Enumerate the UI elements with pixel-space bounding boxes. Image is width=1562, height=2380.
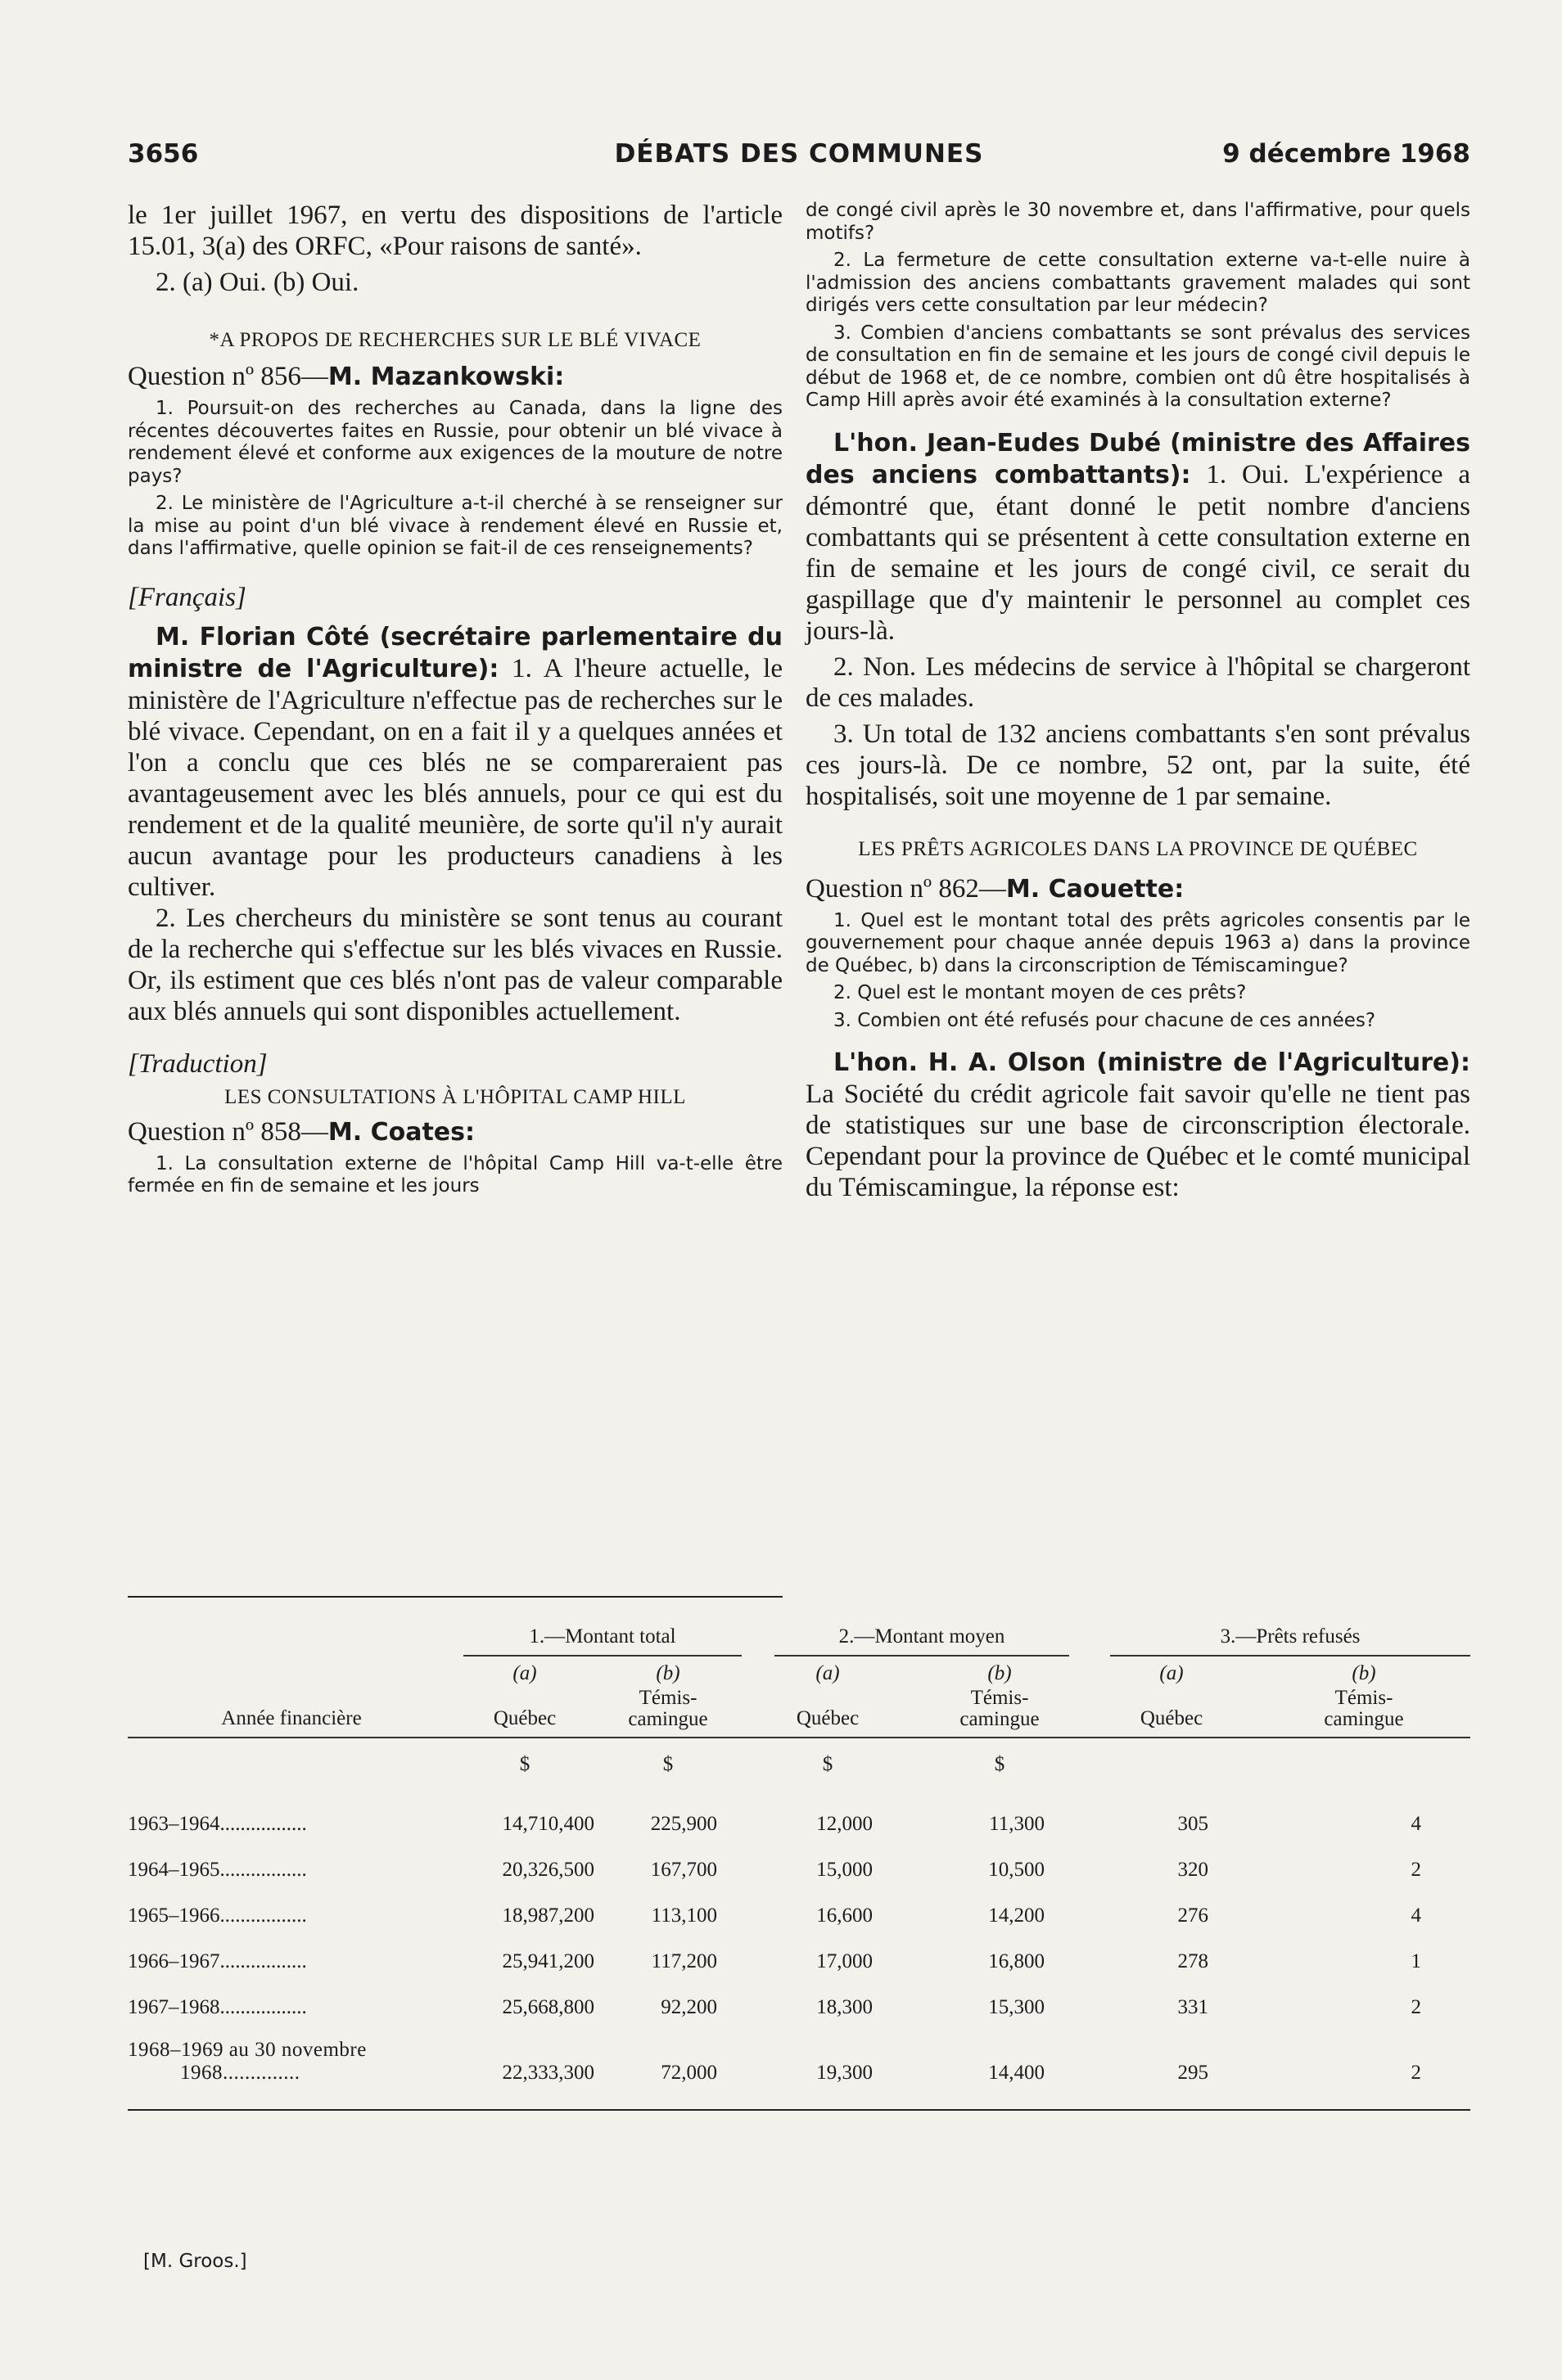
quebec-refused-cell: 305: [1177, 1813, 1208, 1835]
answer-paragraph: [128, 621, 783, 903]
quebec-average-cell: 17,000: [816, 1950, 873, 1972]
question-number: Question nº 862—: [806, 873, 1006, 904]
loans-table: [128, 1596, 1470, 2111]
year-cell: 1964–1965.................: [128, 1859, 307, 1881]
right-column: [806, 200, 1470, 1203]
currency-mark: $: [994, 1752, 1005, 1775]
temis-refused-cell: 1: [1411, 1950, 1421, 1972]
answer-paragraph: 2. Les chercheurs du ministère se sont tenus au courant de la recherche qui s'effectue sur les blés vivaces en Russie. Or, ils estiment que ces blés n'ont pas de valeur comparable aux blés annuels qui sont disponibles actuellement.: [128, 903, 783, 1026]
temis-average-cell: 15,300: [988, 1996, 1045, 2018]
col-header-quebec: Québec: [796, 1707, 860, 1729]
quebec-average-cell: 16,600: [816, 1904, 873, 1927]
col-header-temis: Témis- camingue: [628, 1687, 708, 1730]
temis-total-cell: 92,200: [661, 1996, 717, 2018]
answer-paragraph: 3. Un total de 132 anciens combattants s'en sont prévalus ces jours-là. De ce nombre, 52 ont, par la suite, été hospitalisés, soit une moyenne de 1 par semaine.: [806, 719, 1470, 811]
year-label: 1968–1969 au 30 novembre: [128, 2039, 367, 2061]
speaker-name: M. Florian Côté (secrétaire parlementaire du ministre de l'Agriculture):: [128, 622, 783, 683]
table-row: [128, 1973, 1470, 2019]
question-text: 3. Combien ont été refusés pour chacune de ces années?: [833, 1009, 1376, 1031]
answer-paragraph: 2. Non. Les médecins de service à l'hôpital se chargeront de ces malades.: [806, 651, 1470, 713]
temis-refused-cell: 2: [1411, 1996, 1421, 2018]
table-bottom-rule: [128, 2109, 1470, 2111]
quebec-total-cell: 25,941,200: [502, 1950, 594, 1972]
quebec-total-cell: 14,710,400: [502, 1813, 594, 1835]
question-text: 1. Poursuit-on des recherches au Canada, dans la ligne des récentes découvertes faites en Russie, pour obtenir un blé vivace à rendement élevé et conforme aux exigences de la mouture de notre pays?: [128, 398, 783, 487]
language-label: [Français]: [128, 582, 246, 612]
table-row: [128, 1882, 1470, 1927]
question-number: Question nº 858—: [128, 1116, 328, 1147]
temis-total-cell: 72,000: [661, 2062, 717, 2084]
year-label-continued: 1968..............: [180, 2062, 300, 2084]
quebec-refused-cell: 276: [1177, 1904, 1208, 1927]
quebec-average-cell: 19,300: [816, 2062, 873, 2084]
question-author: M. Caouette:: [1005, 874, 1185, 904]
section-heading: LES CONSULTATIONS À L'HÔPITAL CAMP HILL: [224, 1085, 686, 1108]
temis-total-cell: 167,700: [650, 1859, 717, 1881]
question-line: [128, 1116, 783, 1148]
section-heading: *A PROPOS DE RECHERCHES SUR LE BLÉ VIVACE: [209, 329, 702, 351]
answer-text: 1. A l'heure actuelle, le ministère de l'Agriculture n'effectue pas de recherches sur le blé vivace. Cependant, on en a fait il y a quelques années et l'on a conclu que ces blés ne se compareraient pas avantageusement avec les blés annuels, pour ce qui est du rendement et de la qualité meunière, de sorte qu'il n'y aurait aucun avantage pour les producteurs canadiens à les cultiver.: [128, 653, 783, 902]
currency-mark: $: [822, 1752, 833, 1775]
quebec-total-cell: 20,326,500: [502, 1859, 594, 1881]
quebec-total-cell: 22,333,300: [502, 2062, 594, 2084]
question-text: 1. Quel est le montant total des prêts agricoles consentis par le gouvernement pour chaque année depuis 1963 a) dans la province de Québec, b) dans la circonscription de Témiscamingue?: [806, 909, 1470, 976]
question-number: Question nº 856—: [128, 362, 328, 391]
col-header-temis: Témis- camingue: [1324, 1687, 1404, 1730]
question-text: 2. Le ministère de l'Agriculture a-t-il cherché à se renseigner sur la mise au point d'un blé vivace à rendement élevé en Russie et, dans l'affirmative, quelle opinion se fait-il de ces renseignements?: [128, 493, 783, 559]
speaker-name: L'hon. Jean-Eudes Dubé (ministre des Affaires des anciens combattants):: [806, 428, 1470, 489]
footer-note: [M. Groos.]: [143, 2251, 247, 2272]
question-text: 2. La fermeture de cette consultation externe va-t-elle nuire à l'admission des anciens combattants gravement malades qui sont dirigés vers cette consultation par leur médecin?: [806, 250, 1470, 316]
temis-average-cell: 14,200: [988, 1904, 1045, 1927]
col-header-quebec: Québec: [493, 1707, 557, 1729]
question-line: [128, 361, 783, 393]
temis-refused-cell: 4: [1411, 1904, 1421, 1927]
quebec-average-cell: 15,000: [816, 1859, 873, 1881]
left-column: [128, 200, 783, 1198]
answer-text: La Société du crédit agricole fait savoir qu'elle ne tient pas de statistiques sur une base de circonscription électorale. Cependant pour la province de Québec et le comté municipal du Témiscamingue, la réponse est:: [806, 1080, 1470, 1202]
question-author: M. Mazankowski:: [327, 363, 565, 391]
group-heading-average: [742, 1622, 1086, 1660]
speaker-name: L'hon. H. A. Olson (ministre de l'Agriculture):: [833, 1048, 1470, 1077]
question-author: M. Coates:: [327, 1117, 475, 1147]
year-cell: 1966–1967.................: [128, 1950, 307, 1972]
temis-average-cell: 11,300: [989, 1813, 1045, 1835]
quebec-refused-cell: 331: [1177, 1996, 1208, 2018]
question-text: 2. Quel est le montant moyen de ces prêts?: [833, 982, 1247, 1003]
quebec-total-cell: 25,668,800: [502, 1996, 594, 2018]
quebec-refused-cell: 278: [1177, 1950, 1208, 1972]
answer-paragraph: [806, 427, 1470, 647]
question-line: [806, 873, 1470, 905]
year-cell: 1965–1966.................: [128, 1904, 307, 1927]
group-label: 1.—Montant total: [463, 1625, 742, 1657]
temis-total-cell: 225,900: [650, 1813, 717, 1835]
paragraph: 2. (a) Oui. (b) Oui.: [156, 268, 359, 297]
temis-refused-cell: 2: [1411, 2062, 1421, 2084]
table-top-rule: [128, 1596, 783, 1598]
quebec-refused-cell: 320: [1177, 1859, 1208, 1881]
group-label: 3.—Prêts refusés: [1110, 1625, 1470, 1657]
col-header-quebec: Québec: [1140, 1707, 1203, 1729]
page-title: DÉBATS DES COMMUNES: [614, 139, 984, 169]
sub-a: (a): [512, 1662, 537, 1684]
temis-total-cell: 117,200: [651, 1950, 717, 1972]
question-text: de congé civil après le 30 novembre et, dans l'affirmative, pour quels motifs?: [806, 200, 1470, 244]
sub-a: (a): [1159, 1662, 1184, 1684]
language-label: [Traduction]: [128, 1048, 268, 1079]
temis-average-cell: 16,800: [988, 1950, 1045, 1972]
section-heading: LES PRÊTS AGRICOLES DANS LA PROVINCE DE QUÉBEC: [858, 837, 1418, 860]
quebec-average-cell: 12,000: [816, 1813, 873, 1835]
temis-refused-cell: 2: [1411, 1859, 1421, 1881]
col-header-temis: Témis- camingue: [959, 1687, 1040, 1730]
sub-b: (b): [987, 1662, 1012, 1684]
paragraph: le 1er juillet 1967, en vertu des dispositions de l'article 15.01, 3(a) des ORFC, «Pour raisons de santé».: [128, 201, 783, 261]
temis-average-cell: 14,400: [988, 2062, 1045, 2084]
col-header-year: Année financière: [221, 1707, 362, 1729]
year-cell: [128, 2019, 455, 2085]
currency-mark: $: [662, 1752, 674, 1775]
year-cell: 1967–1968.................: [128, 1996, 307, 2018]
sub-b: (b): [656, 1662, 680, 1684]
group-heading-refused: [1086, 1622, 1470, 1660]
table-row: [128, 1836, 1470, 1882]
page-number: 3656: [128, 139, 199, 169]
table-row: [128, 1927, 1470, 1973]
currency-mark: $: [519, 1752, 530, 1775]
page-header: [128, 139, 1470, 172]
sub-b: (b): [1352, 1662, 1376, 1684]
question-text: 1. La consultation externe de l'hôpital Camp Hill va-t-elle être fermée en fin de semaine et les jours: [128, 1152, 783, 1197]
year-cell: 1963–1964.................: [128, 1813, 307, 1835]
temis-average-cell: 10,500: [988, 1859, 1045, 1881]
answer-text: 1. Oui. L'expérience a démontré que, étant donné le petit nombre d'anciens combattants qui se présentent à cette consultation externe en fin de semaine et les jours de congé civil, ce serait du gaspillage que d'y maintenir le personnel au complet ces jours-là.: [806, 459, 1470, 646]
quebec-refused-cell: 295: [1177, 2062, 1208, 2084]
temis-refused-cell: 4: [1411, 1813, 1421, 1835]
loans-table-grid: [128, 1622, 1470, 2085]
quebec-total-cell: 18,987,200: [502, 1904, 594, 1927]
group-heading-total: [455, 1622, 742, 1660]
answer-paragraph: [806, 1047, 1470, 1203]
quebec-average-cell: 18,300: [816, 1996, 873, 2018]
temis-total-cell: 113,100: [651, 1904, 717, 1927]
table-row: [128, 2019, 1470, 2085]
page-date: 9 décembre 1968: [1222, 139, 1470, 169]
group-label: 2.—Montant moyen: [774, 1625, 1069, 1657]
question-text: 3. Combien d'anciens combattants se sont prévalus des services de consultation en fin de semaine et les jours de congé civil depuis le début de 1968 et, de ce nombre, combien ont dû être hospitalisés à Camp Hill après avoir été examinés à la consultation externe?: [806, 322, 1470, 411]
sub-a: (a): [815, 1662, 840, 1684]
table-row: [128, 1790, 1470, 1836]
